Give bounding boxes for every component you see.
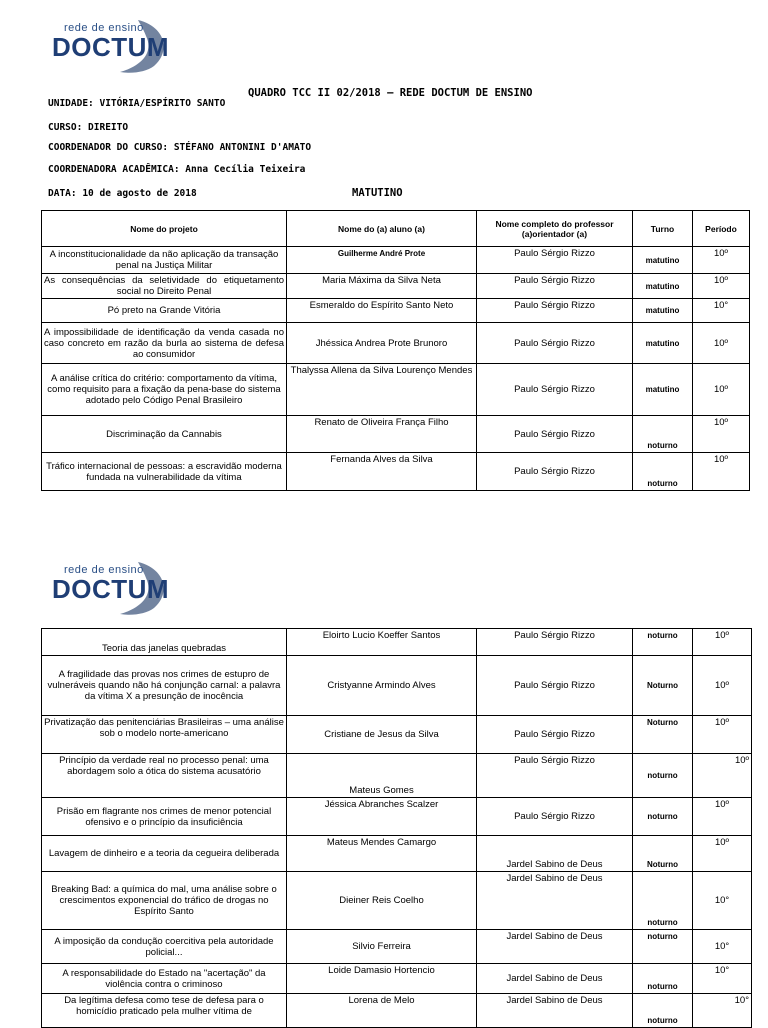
student-cell: Cristiane de Jesus da Silva — [287, 716, 477, 754]
tcc-table-1 — [41, 210, 750, 491]
project-cell: Prisão em flagrante nos crimes de menor potencial ofensivo e o princípio da insuficiência — [42, 798, 287, 836]
student-cell: Eloirto Lucio Koeffer Santos — [287, 629, 477, 656]
col-header-projeto: Nome do projeto — [42, 211, 287, 247]
coordenadora-line: COORDENADORA ACADÊMICA: Anna Cecília Teixeira — [48, 164, 306, 175]
table-row — [42, 994, 752, 1028]
project-cell: As consequências da seletividade do etiquetamento social no Direito Penal — [42, 274, 287, 299]
logo-big-text: DOCTUM — [52, 574, 170, 604]
table-row — [42, 323, 750, 364]
project-cell: Princípio da verdade real no processo penal: uma abordagem solo a ótica do sistema acusatório — [42, 754, 287, 798]
student-cell: Jéssica Abranches Scalzer — [287, 798, 477, 836]
advisor-cell: Jardel Sabino de Deus — [477, 836, 633, 872]
shift-cell: matutino — [633, 247, 693, 274]
period-cell: 10º — [693, 323, 750, 364]
doctum-logo — [46, 16, 176, 74]
advisor-cell: Paulo Sérgio Rizzo — [477, 453, 633, 491]
advisor-cell: Paulo Sérgio Rizzo — [477, 299, 633, 323]
student-cell: Mateus Mendes Camargo — [287, 836, 477, 872]
period-cell: 10° — [693, 930, 752, 964]
student-cell: Cristyanne Armindo Alves — [287, 656, 477, 716]
advisor-cell: Paulo Sérgio Rizzo — [477, 629, 633, 656]
logo-small-text: rede de ensino — [64, 22, 144, 34]
project-cell: Discriminação da Cannabis — [42, 416, 287, 453]
table-row — [42, 416, 750, 453]
student-cell: Fernanda Alves da Silva — [287, 453, 477, 491]
logo-big-text: DOCTUM — [52, 32, 170, 62]
shift-cell: noturno — [633, 798, 693, 836]
shift-cell: noturno — [633, 872, 693, 930]
shift-cell: noturno — [633, 964, 693, 994]
project-cell: Da legítima defesa como tese de defesa para o homicídio praticado pela mulher vítima de — [42, 994, 287, 1028]
table-row — [42, 754, 752, 798]
advisor-cell: Jardel Sabino de Deus — [477, 872, 633, 930]
advisor-cell: Jardel Sabino de Deus — [477, 930, 633, 964]
advisor-cell: Paulo Sérgio Rizzo — [477, 656, 633, 716]
advisor-cell: Paulo Sérgio Rizzo — [477, 274, 633, 299]
project-cell: Breaking Bad: a química do mal, uma análise sobre o crescimentos exponencial do tráfico de drogas no Espírito Santo — [42, 872, 287, 930]
table-row — [42, 798, 752, 836]
col-header-turno: Turno — [633, 211, 693, 247]
table-row — [42, 656, 752, 716]
logo-small-text: rede de ensino — [64, 564, 144, 576]
shift-cell: noturno — [633, 416, 693, 453]
period-cell: 10° — [693, 964, 752, 994]
table-row — [42, 964, 752, 994]
student-cell: Mateus Gomes — [287, 754, 477, 798]
period-cell: 10º — [693, 416, 750, 453]
col-header-orientador: Nome completo do professor (a)orientador (a) — [477, 211, 633, 247]
period-cell: 10º — [693, 836, 752, 872]
unidade-line: UNIDADE: VITÓRIA/ESPÍRITO SANTO — [48, 98, 226, 109]
curso-line: CURSO: DIREITO — [48, 122, 129, 133]
period-cell: 10° — [693, 299, 750, 323]
advisor-cell: Paulo Sérgio Rizzo — [477, 416, 633, 453]
project-cell: Tráfico internacional de pessoas: a escravidão moderna fundada na vulnerabilidade da vítima — [42, 453, 287, 491]
advisor-cell: Jardel Sabino de Deus — [477, 964, 633, 994]
table-row — [42, 930, 752, 964]
period-cell: 10° — [693, 872, 752, 930]
doctum-logo — [46, 558, 176, 616]
advisor-cell: Paulo Sérgio Rizzo — [477, 754, 633, 798]
project-cell: A inconstitucionalidade da não aplicação da transação penal na Justiça Militar — [42, 247, 287, 274]
student-cell: Esmeraldo do Espírito Santo Neto — [287, 299, 477, 323]
project-cell: Lavagem de dinheiro e a teoria da cegueira deliberada — [42, 836, 287, 872]
shift-cell: Noturno — [633, 836, 693, 872]
shift-cell: noturno — [633, 453, 693, 491]
advisor-cell: Paulo Sérgio Rizzo — [477, 364, 633, 416]
col-header-aluno: Nome do (a) aluno (a) — [287, 211, 477, 247]
project-cell: Privatização das penitenciárias Brasileiras – uma análise sob o modelo norte-americano — [42, 716, 287, 754]
student-cell: Jhéssica Andrea Prote Brunoro — [287, 323, 477, 364]
project-cell: Teoria das janelas quebradas — [42, 629, 287, 656]
shift-cell: matutino — [633, 274, 693, 299]
project-cell: A fragilidade das provas nos crimes de estupro de vulneráveis quando não há conjunção carnal: a palavra da vítima X a presunção de inocência — [42, 656, 287, 716]
period-cell: 10º — [693, 247, 750, 274]
table-row — [42, 274, 750, 299]
table-row — [42, 299, 750, 323]
period-cell: 10º — [693, 716, 752, 754]
table-row — [42, 629, 752, 656]
student-cell: Guilherme André Prote — [287, 247, 477, 274]
period-cell: 10º — [693, 453, 750, 491]
table-row — [42, 872, 752, 930]
period-cell: 10º — [693, 364, 750, 416]
shift-cell: Noturno — [633, 656, 693, 716]
student-cell: Maria Máxima da Silva Neta — [287, 274, 477, 299]
student-cell: Renato de Oliveira França Filho — [287, 416, 477, 453]
shift-cell: noturno — [633, 930, 693, 964]
period-cell: 10° — [693, 994, 752, 1028]
advisor-cell: Paulo Sérgio Rizzo — [477, 323, 633, 364]
project-cell: A imposição da condução coercitiva pela autoridade policial... — [42, 930, 287, 964]
page-title: QUADRO TCC II 02/2018 – REDE DOCTUM DE ENSINO — [248, 87, 533, 99]
student-cell: Loide Damasio Hortencio — [287, 964, 477, 994]
advisor-cell: Jardel Sabino de Deus — [477, 994, 633, 1028]
period-cell: 10º — [693, 629, 752, 656]
table-row — [42, 836, 752, 872]
period-cell: 10º — [693, 754, 752, 798]
table-row — [42, 716, 752, 754]
shift-cell: noturno — [633, 754, 693, 798]
advisor-cell: Paulo Sérgio Rizzo — [477, 798, 633, 836]
period-cell: 10º — [693, 798, 752, 836]
advisor-cell: Paulo Sérgio Rizzo — [477, 716, 633, 754]
project-cell: A responsabilidade do Estado na "acertação" da violência contra o criminoso — [42, 964, 287, 994]
project-cell: A análise crítica do critério: comportamento da vítima, como requisito para a fixação da pena-base do sistema adotado pelo Código Penal Brasileiro — [42, 364, 287, 416]
project-cell: Pó preto na Grande Vitória — [42, 299, 287, 323]
student-cell: Thalyssa Allena da Silva Lourenço Mendes — [287, 364, 477, 416]
table-row — [42, 247, 750, 274]
project-cell: A impossibilidade de identificação da venda casada no caso concreto em razão da burla ao sistema de defesa ao consumidor — [42, 323, 287, 364]
tcc-table-2 — [41, 628, 752, 1028]
period-cell: 10º — [693, 274, 750, 299]
shift-cell: matutino — [633, 364, 693, 416]
advisor-cell: Paulo Sérgio Rizzo — [477, 247, 633, 274]
shift-cell: matutino — [633, 323, 693, 364]
table-row — [42, 364, 750, 416]
shift-cell: matutino — [633, 299, 693, 323]
col-header-periodo: Período — [693, 211, 750, 247]
data-line: DATA: 10 de agosto de 2018 — [48, 188, 197, 199]
student-cell: Silvio Ferreira — [287, 930, 477, 964]
coordenador-line: COORDENADOR DO CURSO: STÉFANO ANTONINI D'AMATO — [48, 142, 312, 153]
shift-cell: noturno — [633, 994, 693, 1028]
period-cell: 10º — [693, 656, 752, 716]
student-cell: Lorena de Melo — [287, 994, 477, 1028]
table-row — [42, 453, 750, 491]
student-cell: Dieiner Reis Coelho — [287, 872, 477, 930]
shift-cell: noturno — [633, 629, 693, 656]
shift-cell: Noturno — [633, 716, 693, 754]
shift-label: MATUTINO — [352, 187, 403, 199]
